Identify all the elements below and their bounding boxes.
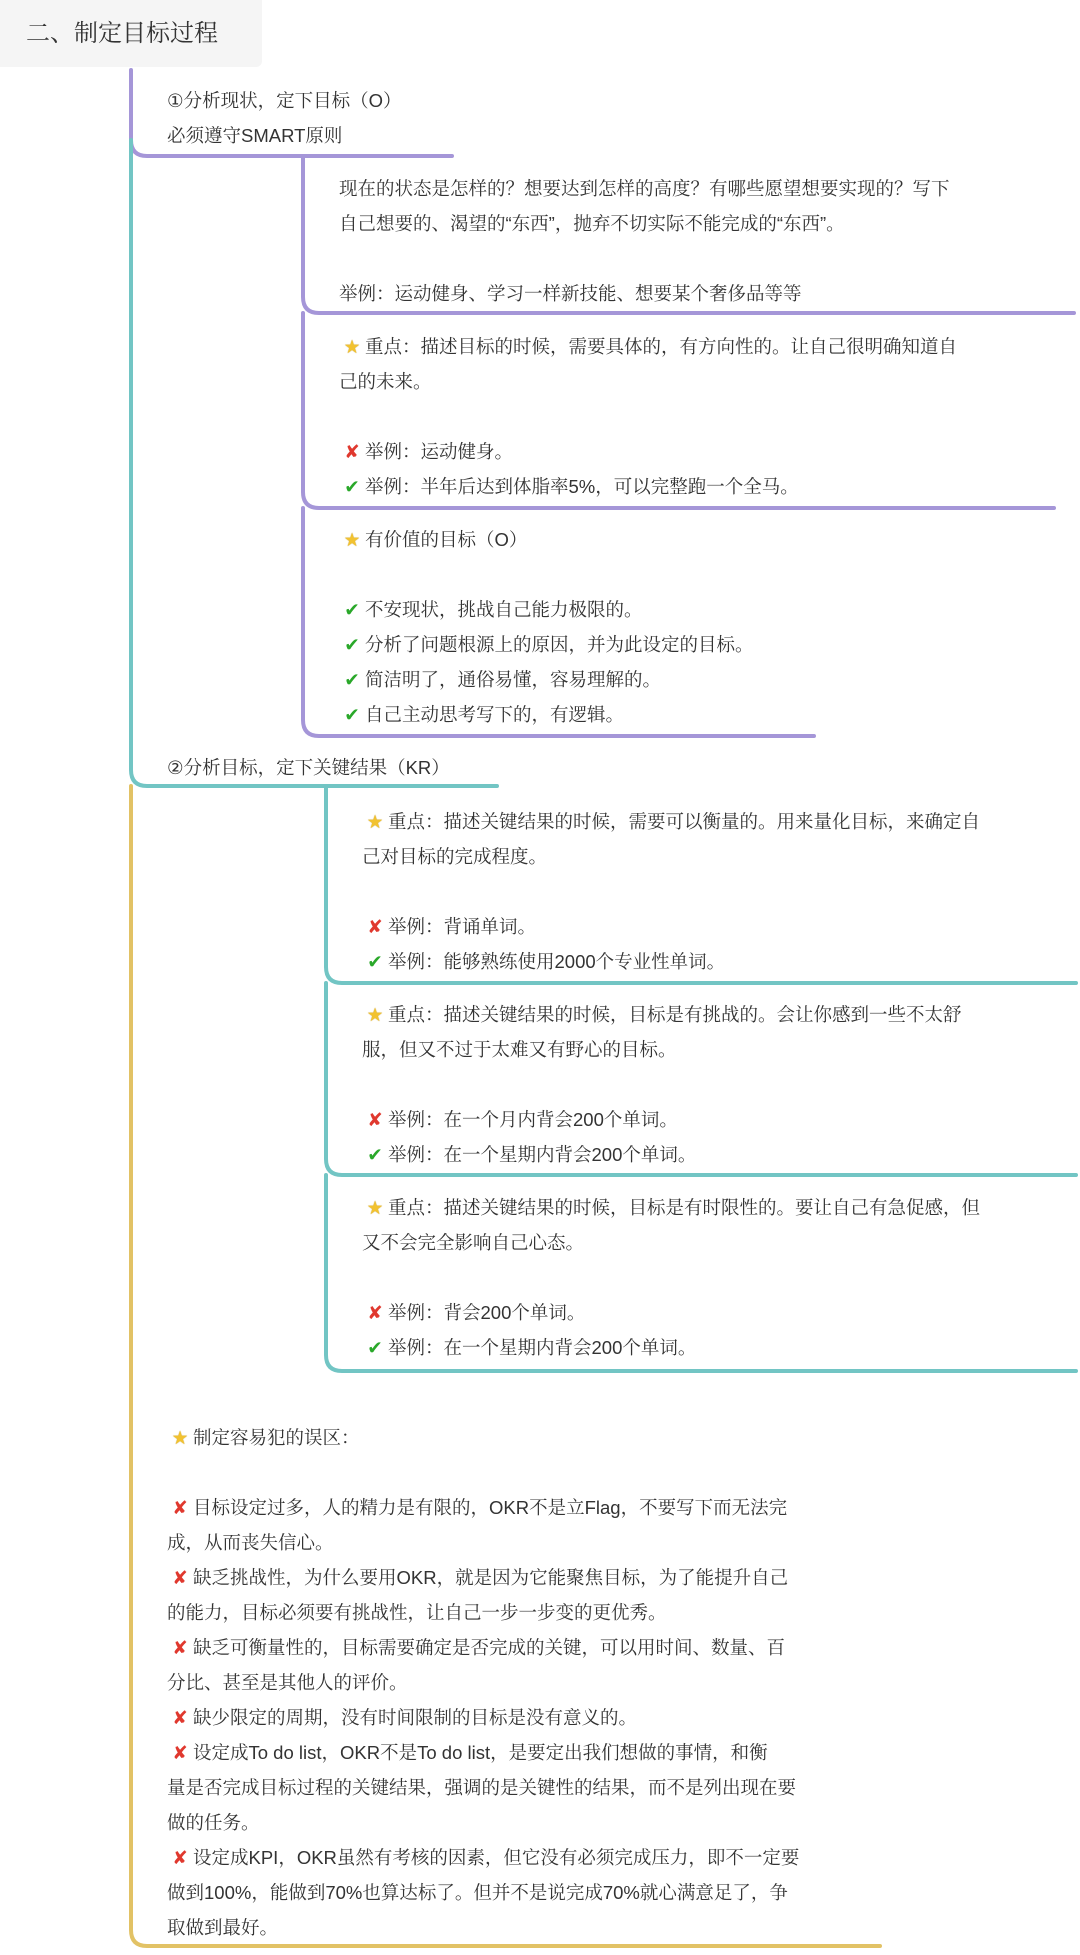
o-child2-line1: 重点：描述目标的时候，需要具体的，有方向性的。让自己很明确知道自: [365, 336, 958, 357]
mistake-6-line3: 取做到最好。: [167, 1917, 279, 1938]
star-icon: ★: [366, 1197, 384, 1218]
cross-icon: ✘: [367, 1302, 383, 1323]
mistake-3-line2: 分比、甚至是其他人的评价。: [167, 1672, 408, 1693]
kr-child1-line1: 重点：描述关键结果的时候，需要可以衡量的。用来量化目标，来确定自: [388, 811, 981, 832]
kr-child3-good: 举例：在一个星期内背会200个单词。: [388, 1337, 697, 1358]
mistake-1-line1: 目标设定过多，人的精力是有限的，OKR不是立Flag，不要写下而无法完: [193, 1497, 788, 1518]
mistake-2-line2: 的能力，目标必须要有挑战性，让自己一步一步变的更优秀。: [167, 1602, 667, 1623]
check-icon: ✔: [344, 599, 360, 620]
kr-child3-line1: 重点：描述关键结果的时候，目标是有时限性的。要让自己有急促感，但: [388, 1197, 981, 1218]
check-icon: ✔: [367, 1144, 383, 1165]
cross-icon: ✘: [172, 1637, 188, 1658]
kr-child1-line2: 己对目标的完成程度。: [362, 846, 548, 867]
o-child1-example: 举例：运动健身、学习一样新技能、想要某个奢侈品等等: [339, 283, 802, 304]
check-icon: ✔: [344, 476, 360, 497]
mistake-2-line1: 缺乏挑战性，为什么要用OKR，就是因为它能聚焦目标，为了能提升自己: [193, 1567, 789, 1588]
o-child3-title: 有价值的目标（O）: [365, 529, 528, 550]
kr-child2-good: 举例：在一个星期内背会200个单词。: [388, 1144, 697, 1165]
kr-child2-bad: 举例：在一个月内背会200个单词。: [388, 1109, 678, 1130]
check-icon: ✔: [367, 1337, 383, 1358]
cross-icon: ✘: [367, 916, 383, 937]
cross-icon: ✘: [172, 1742, 188, 1763]
kr-title-text: ②分析目标，定下关键结果（KR）: [167, 757, 450, 778]
mistake-5-line2: 量是否完成目标过程的关键结果，强调的是关键性的结果，而不是列出现在要: [167, 1777, 797, 1798]
mistake-6-line1: 设定成KPI，OKR虽然有考核的因素，但它没有必须完成压力，即不一定要: [193, 1847, 800, 1868]
node-o-child1[interactable]: [339, 171, 950, 311]
mistake-4-line1: 缺少限定的周期，没有时间限制的目标是没有意义的。: [193, 1707, 638, 1728]
star-icon: ★: [343, 529, 361, 550]
mistake-5-line3: 做的任务。: [167, 1812, 260, 1833]
root-title-text: 二、制定目标过程: [26, 20, 218, 47]
kr-child2-line2: 服，但又不过于太难又有野心的目标。: [362, 1039, 677, 1060]
star-icon: ★: [366, 811, 384, 832]
star-icon: ★: [366, 1004, 384, 1025]
star-icon: ★: [171, 1427, 189, 1448]
o-child2-good: 举例：半年后达到体脂率5%，可以完整跑一个全马。: [365, 476, 799, 497]
node-o-child2[interactable]: [339, 329, 957, 504]
kr-child2-line1: 重点：描述关键结果的时候，目标是有挑战的。会让你感到一些不太舒: [388, 1004, 962, 1025]
o-child3-item-3: 简洁明了，通俗易懂，容易理解的。: [365, 669, 662, 690]
o-child2-line2: 己的未来。: [339, 371, 432, 392]
cross-icon: ✘: [172, 1847, 188, 1868]
o-child3-item-2: 分析了问题根源上的原因，并为此设定的目标。: [365, 634, 754, 655]
o-title-line1: ①分析现状，定下目标（O）: [167, 90, 402, 111]
cross-icon: ✘: [367, 1109, 383, 1130]
node-kr-title[interactable]: [167, 750, 450, 785]
o-child1-line1: 现在的状态是怎样的？想要达到怎样的高度？有哪些愿望想要实现的？写下: [339, 178, 950, 199]
kr-child3-line2: 又不会完全影响自己心态。: [362, 1232, 585, 1253]
node-kr-child2[interactable]: [362, 997, 962, 1172]
o-child3-item-4: 自己主动思考写下的，有逻辑。: [365, 704, 625, 725]
check-icon: ✔: [344, 704, 360, 725]
o-child2-bad: 举例：运动健身。: [365, 441, 514, 462]
cross-icon: ✘: [344, 441, 360, 462]
kr-child3-bad: 举例：背会200个单词。: [388, 1302, 586, 1323]
o-title-line2: 必须遵守SMART原则: [167, 125, 343, 146]
mistake-1-line2: 成，从而丧失信心。: [167, 1532, 334, 1553]
o-child1-line2: 自己想要的、渴望的“东西”，抛弃不切实际不能完成的“东西”。: [339, 213, 845, 234]
kr-child1-bad: 举例：背诵单词。: [388, 916, 537, 937]
check-icon: ✔: [344, 634, 360, 655]
o-child1-blank: [339, 241, 950, 276]
mistake-5-line1: 设定成To do list，OKR不是To do list，是要定出我们想做的事情，和衡: [193, 1742, 768, 1763]
mistakes-title: 制定容易犯的误区：: [193, 1427, 360, 1448]
check-icon: ✔: [367, 951, 383, 972]
node-o-child3[interactable]: [339, 522, 754, 732]
node-mistakes[interactable]: [167, 1420, 799, 1945]
cross-icon: ✘: [172, 1567, 188, 1588]
node-kr-child3[interactable]: [362, 1190, 980, 1365]
cross-icon: ✘: [172, 1707, 188, 1728]
kr-child1-good: 举例：能够熟练使用2000个专业性单词。: [388, 951, 726, 972]
o-child3-item-1: 不安现状，挑战自己能力极限的。: [365, 599, 643, 620]
node-kr-child1[interactable]: [362, 804, 980, 979]
check-icon: ✔: [344, 669, 360, 690]
mistake-3-line1: 缺乏可衡量性的，目标需要确定是否完成的关键，可以用时间、数量、百: [193, 1637, 786, 1658]
node-o-title[interactable]: [167, 83, 401, 153]
mistake-6-line2: 做到100%，能做到70%也算达标了。但并不是说完成70%就心满意足了，争: [167, 1882, 788, 1903]
cross-icon: ✘: [172, 1497, 188, 1518]
star-icon: ★: [343, 336, 361, 357]
